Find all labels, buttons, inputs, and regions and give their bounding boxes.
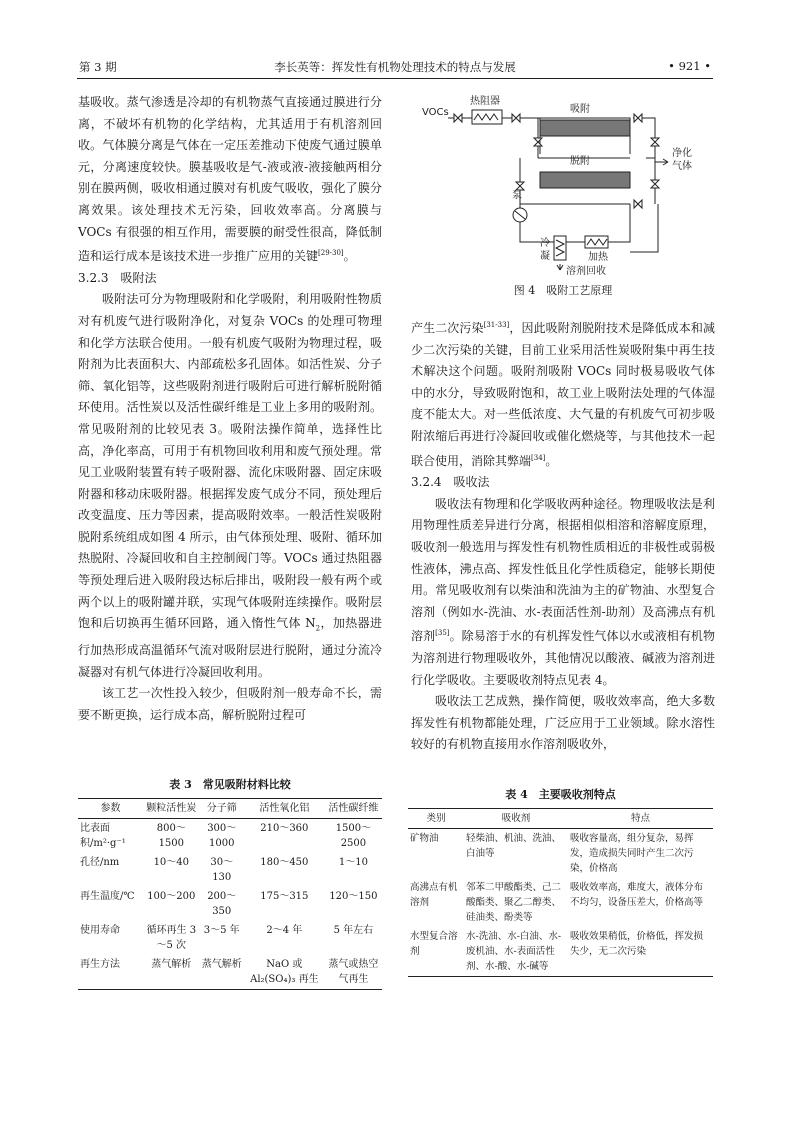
label-pump: 泵: [512, 190, 522, 201]
label-heat-resistor: 热阻器: [470, 96, 500, 107]
page-number: • 921 •: [668, 59, 711, 73]
table-row: 高沸点有机溶剂 邻苯二甲酸酯类、己二酸酯类、聚乙二醇类、硅油类、酚类等 吸收效率高，难度大，液体分布不均匀，设备压差大，价格高等: [410, 882, 704, 923]
running-header: [77, 56, 713, 79]
figure-caption: 图 4 吸附工艺原理: [513, 284, 613, 297]
paragraph-membrane: 基吸收。蒸气渗透是冷却的有机物蒸气直接通过膜进行分离，不破坏有机物的化学结构，尤其适用于有机溶剂回收。气体膜分离是气体在一定压差推动下使废气通过膜单元，分离速度较快。膜基吸收是气-液或液-液接触两相分别在膜两侧，吸收相通过膜对有机废气吸收，强化了膜分离效果。该处理技术无污染，回收效率高。分离膜与 VOCs 有很强的相互作用，需要膜的耐受性很高，降低制造和运行成本是该技术进一步推广应用的关键[29-30]。: [78, 95, 382, 264]
table-4: [408, 786, 713, 977]
label-solvent-recovery: 溶剂回收: [566, 266, 606, 277]
condenser-icon: [554, 236, 566, 260]
table-row: 再生方法 蒸气解析 蒸气解析 NaO 或 Al₂(SO₄)₃ 再生 蒸气或热空气再生: [80, 959, 379, 985]
citation: [29-30]: [318, 249, 344, 258]
paragraph-cost: 该工艺一次性投入较少，但吸附剂一般寿命不长，需要不断更换，运行成本高，解析脱附过程可: [78, 686, 382, 723]
table-row: 矿物油 轻柴油、机油、洗油、白油等 吸收容量高，组分复杂，易挥发，造成损失同时产生二次污染，价格高: [410, 833, 694, 874]
paragraph-process: 吸收法工艺成熟，操作简便，吸收效率高，绝大多数挥发性有机物都能处理，广泛应用于工业领域。除水溶性较好的有机物直接用水作溶剂吸收外，: [411, 694, 715, 752]
table-header-row: 类别 吸收剂 特点: [408, 809, 713, 829]
adsorb-bed: [540, 120, 630, 136]
figure-adsorption-process: [420, 92, 710, 278]
table-row: 再生温度/℃ 100～200 200～350 175～315 120～150: [80, 891, 378, 917]
table-row: 使用寿命 循环再生 3～5 次 3～5 年 2～4 年 5 年左右: [80, 925, 374, 951]
label-heating: 加热: [588, 252, 608, 263]
table-header-row: 参数 颗粒活性炭 分子筛 活性氧化铝 活性碳纤维: [78, 799, 382, 819]
paragraph-adsorption: 吸附法可分为物理吸附和化学吸附，利用吸附性物质对有机废气进行吸附净化，对复杂 VOCs 的处理可物理和化学方法联合使用。一般有机废气吸附为物理过程，吸附剂为比表面积大、内部疏松多孔固体。如活性炭、分子筛、氧化铝等，这些吸附剂进行吸附后可进行解析脱附循环使用。活性炭以及活性碳纤维是工业上多用的吸附剂。常见吸附剂的比较见表 3。吸附法操作简单，选择性比高，净化率高，可用于有机物回收利用和废气预处理。常见工业吸附装置有转子吸附器、流化床吸附器、固定床吸附器和移动床吸附器。根据挥发废气成分不同，预处理后改变温度、压力等因素，提高吸附效率。一般活性炭吸附脱附系统组成如图 4 所示，由气体预处理、吸附、循环加热脱附、冷凝回收和自主控制阀门等。VOCs 通过热阻器等预处理后进入吸附段达标后排出，吸附段一般有两个或两个以上的吸附罐并联，实现气体吸附连续操作。吸附层饱和后切换再生循环回路，通入惰性气体 $N_2$，加热器进行加热形成高温循环气流对吸附层进行脱附，通过分流冷凝器对有机气体进行冷凝回收利用。: [78, 292, 382, 679]
section-heading-absorption: 3.2.4 吸收法: [411, 475, 490, 490]
label-condense-1: 冷: [540, 238, 550, 249]
label-adsorb: 吸附: [570, 104, 590, 115]
label-condense-2: 凝: [540, 251, 550, 262]
running-title: 李长英等：挥发性有机物处理技术的特点与发展: [274, 60, 516, 74]
paragraph-continued: 产生二次污染[31-33]，因此吸附剂脱附技术是降低成本和减少二次污染的关键，目前工业采用活性炭吸附集中再生技术解决这个问题。吸附剂吸附 VOCs 同时极易吸收气体中的水分，导致吸附饱和，故工业上吸附法处理的气体湿度不能太大。对一些低浓度、大气量的有机废气可初步吸附浓缩后再进行冷凝回收或催化燃烧等，与其他技术一起联合使用，消除其弊端[34]。: [411, 321, 715, 468]
table-row: 比表面积/m²·g⁻¹ 800～1500 300～1000 210～360 1500～2500: [80, 823, 372, 849]
heater-icon: [585, 236, 608, 248]
left-column: [78, 92, 382, 727]
table-4-caption: 表 4 主要吸收剂特点: [505, 788, 616, 801]
right-column: [411, 315, 715, 756]
issue-number: 第 3 期: [79, 60, 117, 74]
label-desorb: 脱附: [570, 156, 590, 167]
label-vocs: VOCs: [422, 107, 449, 118]
heat-resistor: [472, 110, 502, 124]
table-row: 水型复合溶剂 水-洗油、水-白油、水-废机油、水-表面活性剂、水-酸、水-碱等 吸收效果稍低，价格低，挥发损失少，无二次污染: [410, 931, 704, 972]
paragraph-absorption: 吸收法有物理和化学吸收两种途径。物理吸收法是利用物理性质差异进行分离，根据相似相溶和溶解度原理，吸收剂一般选用与挥发性有机物性质相近的非极性或弱极性液体，沸点高、挥发性低且化学性质稳定，能够长期使用。常见吸收剂有以柴油和洗油为主的矿物油、水型复合溶剂（例如水-洗油、水-表面活性剂-助剂）及高沸点有机溶剂[35]。除易溶于水的有机挥发性气体以水或液相有机物为溶剂进行物理吸收外，其他情况以酸液、碱液为溶剂进行化学吸收。主要吸收剂特点见表 4。: [411, 496, 715, 687]
label-clean-gas-1: 净化: [672, 148, 692, 159]
table-3: [78, 776, 382, 990]
label-clean-gas-2: 气体: [672, 161, 692, 172]
table-row: 孔径/nm 10～40 30～130 180～450 1～10: [80, 857, 368, 883]
section-heading-adsorption: 3.2.3 吸附法: [78, 270, 157, 285]
desorb-bed: [540, 172, 630, 188]
table-3-caption: 表 3 常见吸附材料比较: [169, 778, 291, 791]
